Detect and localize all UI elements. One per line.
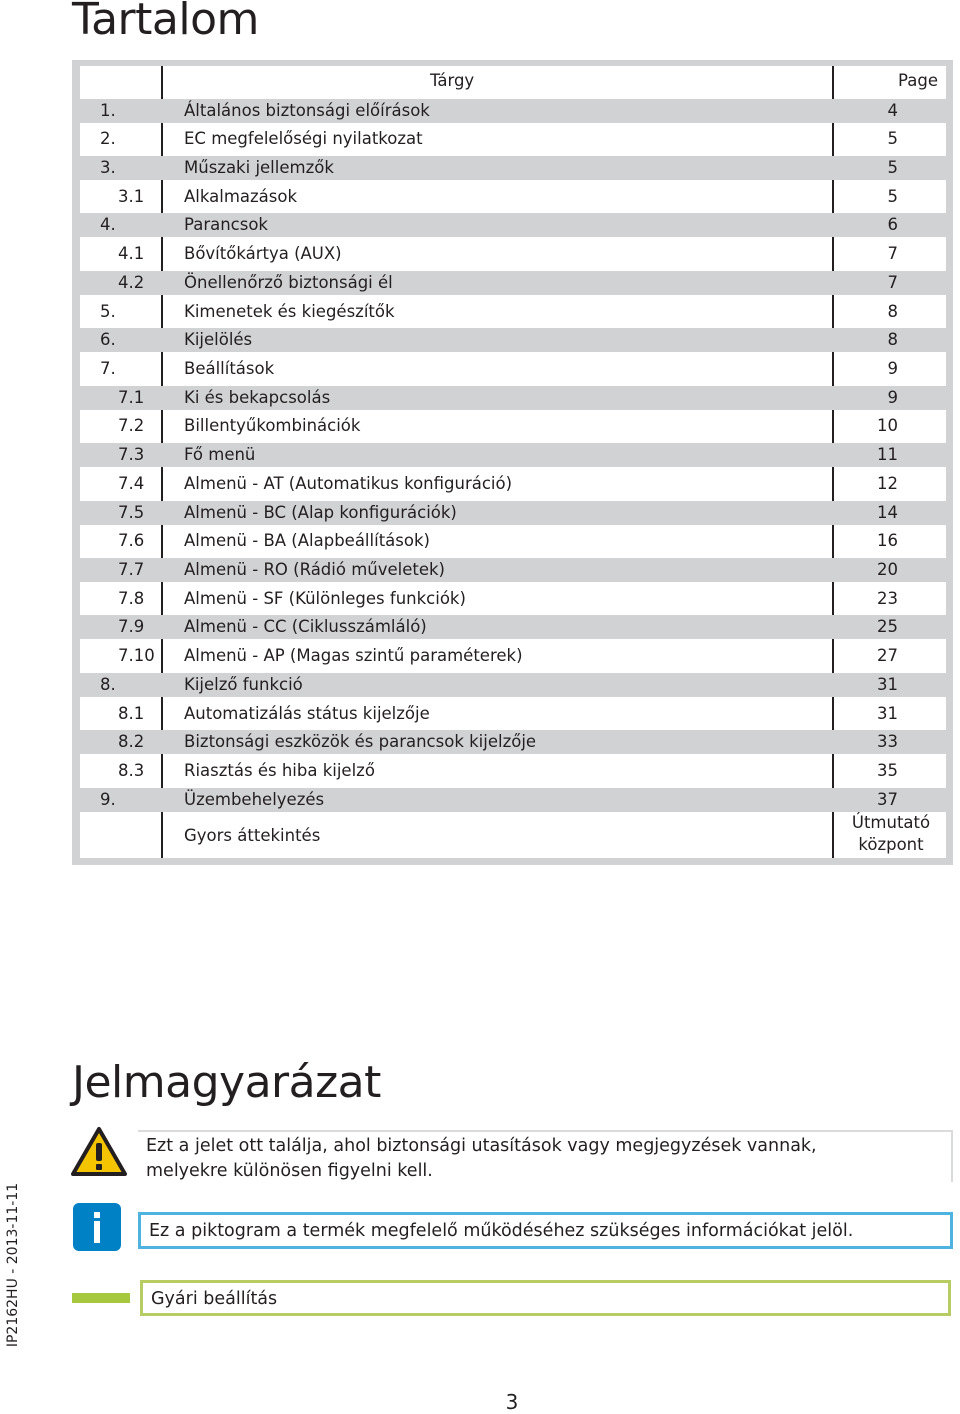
toc-row-title: Riasztás és hiba kijelző xyxy=(184,761,375,781)
toc-row xyxy=(80,727,946,756)
toc-row-number: 7.5 xyxy=(118,502,145,522)
toc-row-number: 8. xyxy=(100,674,116,694)
toc-row-number: 7.2 xyxy=(118,416,145,436)
toc-row-number: 9. xyxy=(100,789,116,809)
toc-row-title: Biztonsági eszközök és parancsok kijelzője xyxy=(184,732,537,752)
toc-row-title: Almenü - AT (Automatikus konfiguráció) xyxy=(184,473,513,493)
info-text: Ez a piktogram a termék megfelelő működéséhez szükséges információkat jelöl. xyxy=(149,1221,854,1241)
toc-last-page-line1: Útmutató xyxy=(851,813,931,832)
toc-row-title: Műszaki jellemzők xyxy=(184,157,334,177)
toc-row xyxy=(80,354,946,383)
toc-row-number: 6. xyxy=(100,330,116,350)
toc-row-page: 31 xyxy=(877,674,898,694)
toc-row-page: 20 xyxy=(877,560,898,580)
toc-row-page: 31 xyxy=(877,703,898,723)
toc-row-number: 4. xyxy=(100,215,116,235)
toc-row-title: Bővítőkártya (AUX) xyxy=(184,244,342,264)
toc-row-page: 25 xyxy=(877,617,898,637)
toc-row-number: 2. xyxy=(100,129,116,149)
toc-row xyxy=(80,670,946,699)
factory-legend-text xyxy=(140,1280,951,1316)
legend-title: Jelmagyarázat xyxy=(72,1057,381,1108)
toc-row-number: 7.1 xyxy=(118,387,145,407)
toc-row-page: 16 xyxy=(877,531,898,551)
toc-row-page: 10 xyxy=(877,416,898,436)
toc-row-number: 7.6 xyxy=(118,531,145,551)
toc-header-subject: Tárgy xyxy=(430,71,475,90)
toc-row-page: 9 xyxy=(887,358,898,378)
toc-row-title: Beállítások xyxy=(184,358,275,378)
warning-text-line1: Ezt a jelet ott találja, ahol biztonsági utasítások vagy megjegyzések vannak, xyxy=(146,1136,817,1156)
toc-row-number: 7.10 xyxy=(118,646,155,666)
toc-row-page: 11 xyxy=(877,445,898,465)
toc-row-page: 6 xyxy=(887,215,898,235)
toc-row-page: 5 xyxy=(887,129,898,149)
toc-row-number: 4.1 xyxy=(118,244,145,264)
toc-row xyxy=(80,268,946,297)
toc-row-number: 7.4 xyxy=(118,473,145,493)
toc-last-text: Gyors áttekintés xyxy=(184,826,321,845)
toc-row xyxy=(80,699,946,728)
toc-row xyxy=(80,411,946,440)
toc-row xyxy=(80,96,946,125)
toc-row-title: Ki és bekapcsolás xyxy=(184,387,331,407)
toc-row-title: Kimenetek és kiegészítők xyxy=(184,301,395,321)
page-number: 3 xyxy=(505,1390,519,1414)
toc-row-page: 27 xyxy=(877,646,898,666)
toc-row-title: Parancsok xyxy=(184,215,268,235)
toc-row-number: 7.9 xyxy=(118,617,145,637)
toc-row xyxy=(80,641,946,670)
toc-row-title: Kijelző funkció xyxy=(184,674,303,694)
toc-row-number: 8.2 xyxy=(118,732,145,752)
toc-row-title: Önellenőrző biztonsági él xyxy=(184,272,393,292)
toc-row-number: 8.3 xyxy=(118,761,145,781)
toc-row xyxy=(80,440,946,469)
document-code-label xyxy=(0,1180,26,1350)
toc-row xyxy=(80,297,946,326)
info-legend-text xyxy=(138,1212,953,1249)
toc-row xyxy=(80,612,946,641)
toc-row-page: 9 xyxy=(887,387,898,407)
toc-row xyxy=(80,498,946,527)
toc-row xyxy=(80,124,946,153)
toc-row-title: Üzembehelyezés xyxy=(184,789,325,809)
toc-row xyxy=(80,584,946,613)
toc-row-page: 23 xyxy=(877,588,898,608)
toc-row xyxy=(80,153,946,182)
toc-row-page: 7 xyxy=(887,272,898,292)
toc-row-page: 12 xyxy=(877,473,898,493)
toc-row-number: 7. xyxy=(100,358,116,378)
toc-row-title: Almenü - BA (Alapbeállítások) xyxy=(184,531,430,551)
toc-row-title: Kijelölés xyxy=(184,330,253,350)
toc-row xyxy=(80,555,946,584)
toc-row-title: Billentyűkombinációk xyxy=(184,416,361,436)
toc-row-title: Almenü - AP (Magas szintű paraméterek) xyxy=(184,646,523,666)
toc-row xyxy=(80,526,946,555)
document-code: IP2162HU - 2013-11-11 xyxy=(5,1182,21,1348)
toc-row-title: Almenü - RO (Rádió műveletek) xyxy=(184,560,445,580)
toc-row xyxy=(80,383,946,412)
toc-row-title: Almenü - CC (Ciklusszámláló) xyxy=(184,617,427,637)
toc-header-page: Page xyxy=(898,71,938,90)
toc-row-page: 4 xyxy=(887,100,898,120)
toc-row xyxy=(80,182,946,211)
toc-row-number: 7.7 xyxy=(118,560,145,580)
factory-setting-bar-icon xyxy=(72,1293,130,1303)
toc-row-page: 35 xyxy=(877,761,898,781)
table-of-contents xyxy=(72,60,953,865)
toc-row-page: 33 xyxy=(877,732,898,752)
toc-row-title: Alkalmazások xyxy=(184,186,298,206)
toc-row-number: 1. xyxy=(100,100,116,120)
toc-row xyxy=(80,239,946,268)
toc-row-number: 3.1 xyxy=(118,186,145,206)
toc-last-row xyxy=(80,812,946,858)
toc-row-number: 7.8 xyxy=(118,588,145,608)
toc-row-page: 7 xyxy=(887,244,898,264)
toc-row-title: Általános biztonsági előírások xyxy=(184,100,430,120)
toc-row-title: Almenü - BC (Alap konfigurációk) xyxy=(184,502,457,522)
toc-last-page-line2: központ xyxy=(858,835,924,854)
page-title: Tartalom xyxy=(72,0,259,45)
toc-row-page: 8 xyxy=(887,330,898,350)
toc-last-page xyxy=(850,812,932,856)
toc-row-page: 14 xyxy=(877,502,898,522)
toc-row-number: 5. xyxy=(100,301,116,321)
toc-row xyxy=(80,325,946,354)
toc-header-row xyxy=(80,66,946,95)
toc-row-title: Fő menü xyxy=(184,445,256,465)
toc-row-number: 4.2 xyxy=(118,272,145,292)
factory-text: Gyári beállítás xyxy=(151,1289,278,1309)
warning-icon xyxy=(70,1126,128,1178)
toc-row-number: 7.3 xyxy=(118,445,145,465)
toc-row-page: 5 xyxy=(887,186,898,206)
toc-row-title: Almenü - SF (Különleges funkciók) xyxy=(184,588,466,608)
toc-row-page: 5 xyxy=(887,157,898,177)
toc-row xyxy=(80,756,946,785)
toc-row-number: 8.1 xyxy=(118,703,145,723)
toc-row-title: EC megfelelőségi nyilatkozat xyxy=(184,129,423,149)
info-icon xyxy=(73,1203,121,1251)
toc-row-page: 37 xyxy=(877,789,898,809)
warning-text-line2: melyekre különösen figyelni kell. xyxy=(146,1161,433,1181)
toc-row xyxy=(80,210,946,239)
warning-legend-text xyxy=(138,1130,953,1182)
toc-row xyxy=(80,785,946,814)
toc-row-title: Automatizálás státus kijelzője xyxy=(184,703,430,723)
toc-row xyxy=(80,469,946,498)
toc-row-number: 3. xyxy=(100,157,116,177)
toc-row-page: 8 xyxy=(887,301,898,321)
